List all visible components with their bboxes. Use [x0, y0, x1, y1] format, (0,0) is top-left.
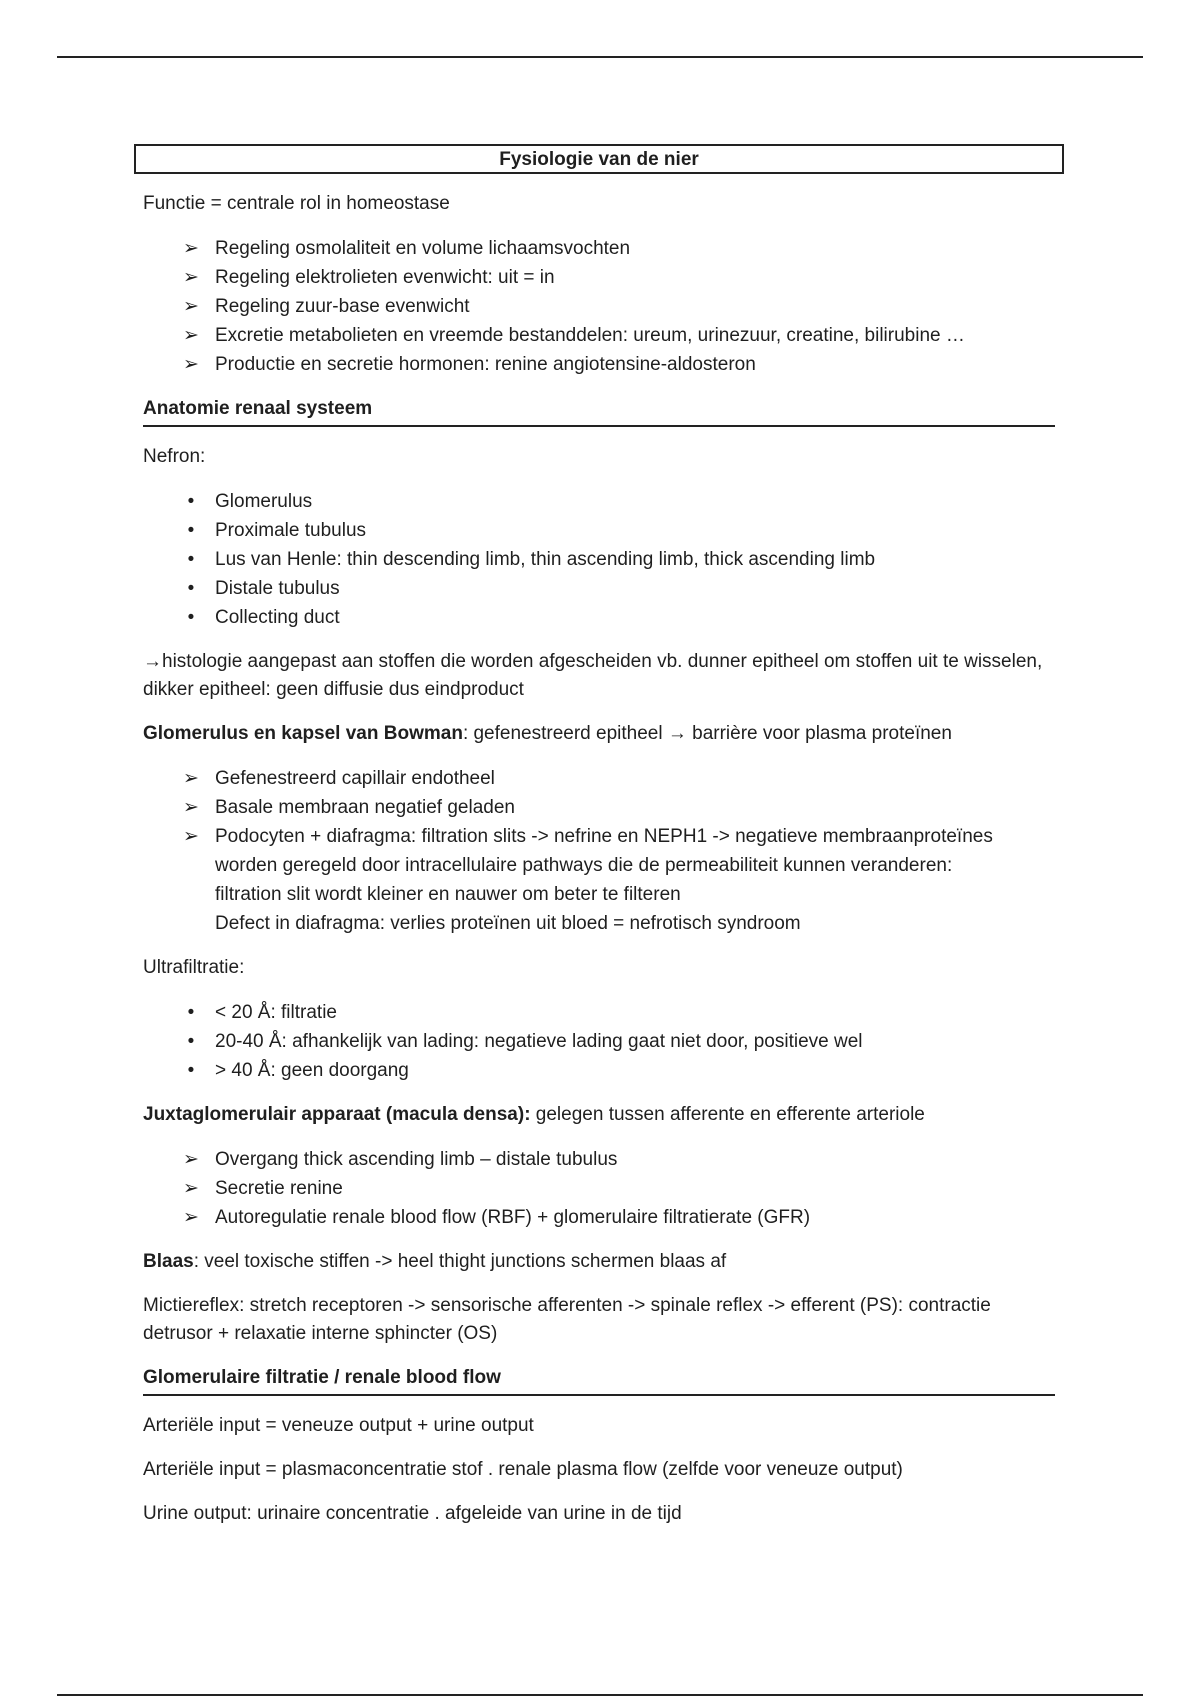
list-item: • Distale tubulus: [143, 574, 1057, 603]
arrow-bullet-icon: ➢: [183, 325, 199, 346]
juxta-paragraph: Juxtaglomerulair apparaat (macula densa): gelegen tussen afferente en efferente arteriole: [143, 1104, 925, 1125]
arrow-bullet-icon: ➢: [183, 296, 199, 317]
filtratie-line-3: Urine output: urinaire concentratie . afgeleide van urine in de tijd: [143, 1503, 682, 1524]
podocyten-line-1: Podocyten + diafragma: filtration slits -> nefrine en NEPH1 -> negatieve membraanproteïnes: [215, 826, 993, 847]
list-item: • Collecting duct: [143, 603, 1057, 632]
ultrafiltratie-label: Ultrafiltratie:: [143, 957, 245, 978]
arrow-bullet-icon: ➢: [183, 768, 199, 789]
section-heading-filtratie: Glomerulaire filtratie / renale blood flow: [143, 1364, 1055, 1396]
list-item: ➢ Excretie metabolieten en vreemde bestanddelen: ureum, urinezuur, creatine, bilirubine …: [143, 321, 1057, 350]
list-item: • Proximale tubulus: [143, 516, 1057, 545]
list-item: ➢ Regeling elektrolieten evenwicht: uit = in: [143, 263, 1057, 292]
list-item: ➢ Basale membraan negatief geladen: [143, 793, 1057, 822]
list-item: • Lus van Henle: thin descending limb, thin ascending limb, thick ascending limb: [143, 545, 1057, 574]
bullet-icon: •: [187, 1031, 195, 1052]
list-item: ➢ Regeling osmolaliteit en volume lichaamsvochten: [143, 234, 1057, 263]
section-heading-anatomie: Anatomie renaal systeem: [143, 395, 1055, 427]
header-rule: [57, 56, 1143, 58]
arrow-bullet-icon: ➢: [183, 1178, 199, 1199]
list-item: • < 20 Å: filtratie: [143, 998, 1057, 1027]
list-item: ➢ Secretie renine: [143, 1174, 1057, 1203]
list-item: • > 40 Å: geen doorgang: [143, 1056, 1057, 1085]
bullet-icon: •: [187, 520, 195, 541]
list-item: • 20-40 Å: afhankelijk van lading: negatieve lading gaat niet door, positieve wel: [143, 1027, 1057, 1056]
list-item: ➢ Autoregulatie renale blood flow (RBF) + glomerulaire filtratierate (GFR): [143, 1203, 1057, 1232]
bullet-icon: •: [187, 1002, 195, 1023]
functie-list: [143, 234, 1057, 379]
document-title: Fysiologie van de nier: [134, 144, 1064, 174]
podocyten-line-3: filtration slit wordt kleiner en nauwer om beter te filteren: [215, 884, 681, 905]
podocyten-line-4: Defect in diafragma: verlies proteïnen uit bloed = nefrotisch syndroom: [215, 913, 801, 934]
bullet-icon: •: [187, 578, 195, 599]
arrow-bullet-icon: ➢: [183, 354, 199, 375]
list-item: ➢ Productie en secretie hormonen: renine angiotensine-aldosteron: [143, 350, 1057, 379]
footer-rule: [57, 1694, 1143, 1696]
list-item: ➢ Overgang thick ascending limb – distale tubulus: [143, 1145, 1057, 1174]
arrow-bullet-icon: ➢: [183, 1207, 199, 1228]
juxta-list: [143, 1145, 1057, 1232]
glomerulus-term: Glomerulus en kapsel van Bowman: [143, 723, 463, 744]
bullet-icon: •: [187, 549, 195, 570]
blaas-term: Blaas: [143, 1251, 194, 1272]
nefron-list: [143, 487, 1057, 632]
blaas-paragraph: Blaas: veel toxische stiffen -> heel thight junctions schermen blaas af: [143, 1251, 727, 1272]
mictiereflex-paragraph: Mictiereflex: stretch receptoren -> sensorische afferenten -> spinale reflex -> efferent (PS): contractie detrusor + relaxatie interne sphincter (OS): [143, 1295, 991, 1344]
list-item: ➢ Regeling zuur-base evenwicht: [143, 292, 1057, 321]
document-body: [143, 144, 1057, 1528]
juxta-term: Juxtaglomerulair apparaat (macula densa):: [143, 1104, 531, 1125]
bullet-icon: •: [187, 607, 195, 628]
arrow-bullet-icon: ➢: [183, 1149, 199, 1170]
arrow-bullet-icon: ➢: [183, 238, 199, 259]
arrow-bullet-icon: ➢: [183, 267, 199, 288]
ultrafiltratie-list: [143, 998, 1057, 1085]
filtratie-line-1: Arteriële input = veneuze output + urine output: [143, 1415, 534, 1436]
podocyten-line-2: worden geregeld door intracellulaire pathways die de permeabiliteit kunnen veranderen:: [215, 855, 953, 876]
list-item: ➢ Gefenestreerd capillair endotheel: [143, 764, 1057, 793]
glomerulus-list: [143, 764, 1057, 938]
list-item: [143, 822, 1057, 938]
bullet-icon: •: [187, 491, 195, 512]
glomerulus-paragraph: Glomerulus en kapsel van Bowman: gefenestreerd epitheel → barrière voor plasma proteïnen: [143, 723, 952, 744]
filtratie-line-2: Arteriële input = plasmaconcentratie stof . renale plasma flow (zelfde voor veneuze output): [143, 1459, 903, 1480]
nefron-label: Nefron:: [143, 446, 206, 467]
arrow-bullet-icon: ➢: [183, 826, 199, 847]
bullet-icon: •: [187, 1060, 195, 1081]
arrow-bullet-icon: ➢: [183, 797, 199, 818]
functie-intro: Functie = centrale rol in homeostase: [143, 193, 450, 214]
histologie-paragraph: →histologie aangepast aan stoffen die worden afgescheiden vb. dunner epitheel om stoffen uit te wisselen, dikker epitheel: geen diffusie dus eindproduct: [143, 651, 1043, 700]
list-item: • Glomerulus: [143, 487, 1057, 516]
